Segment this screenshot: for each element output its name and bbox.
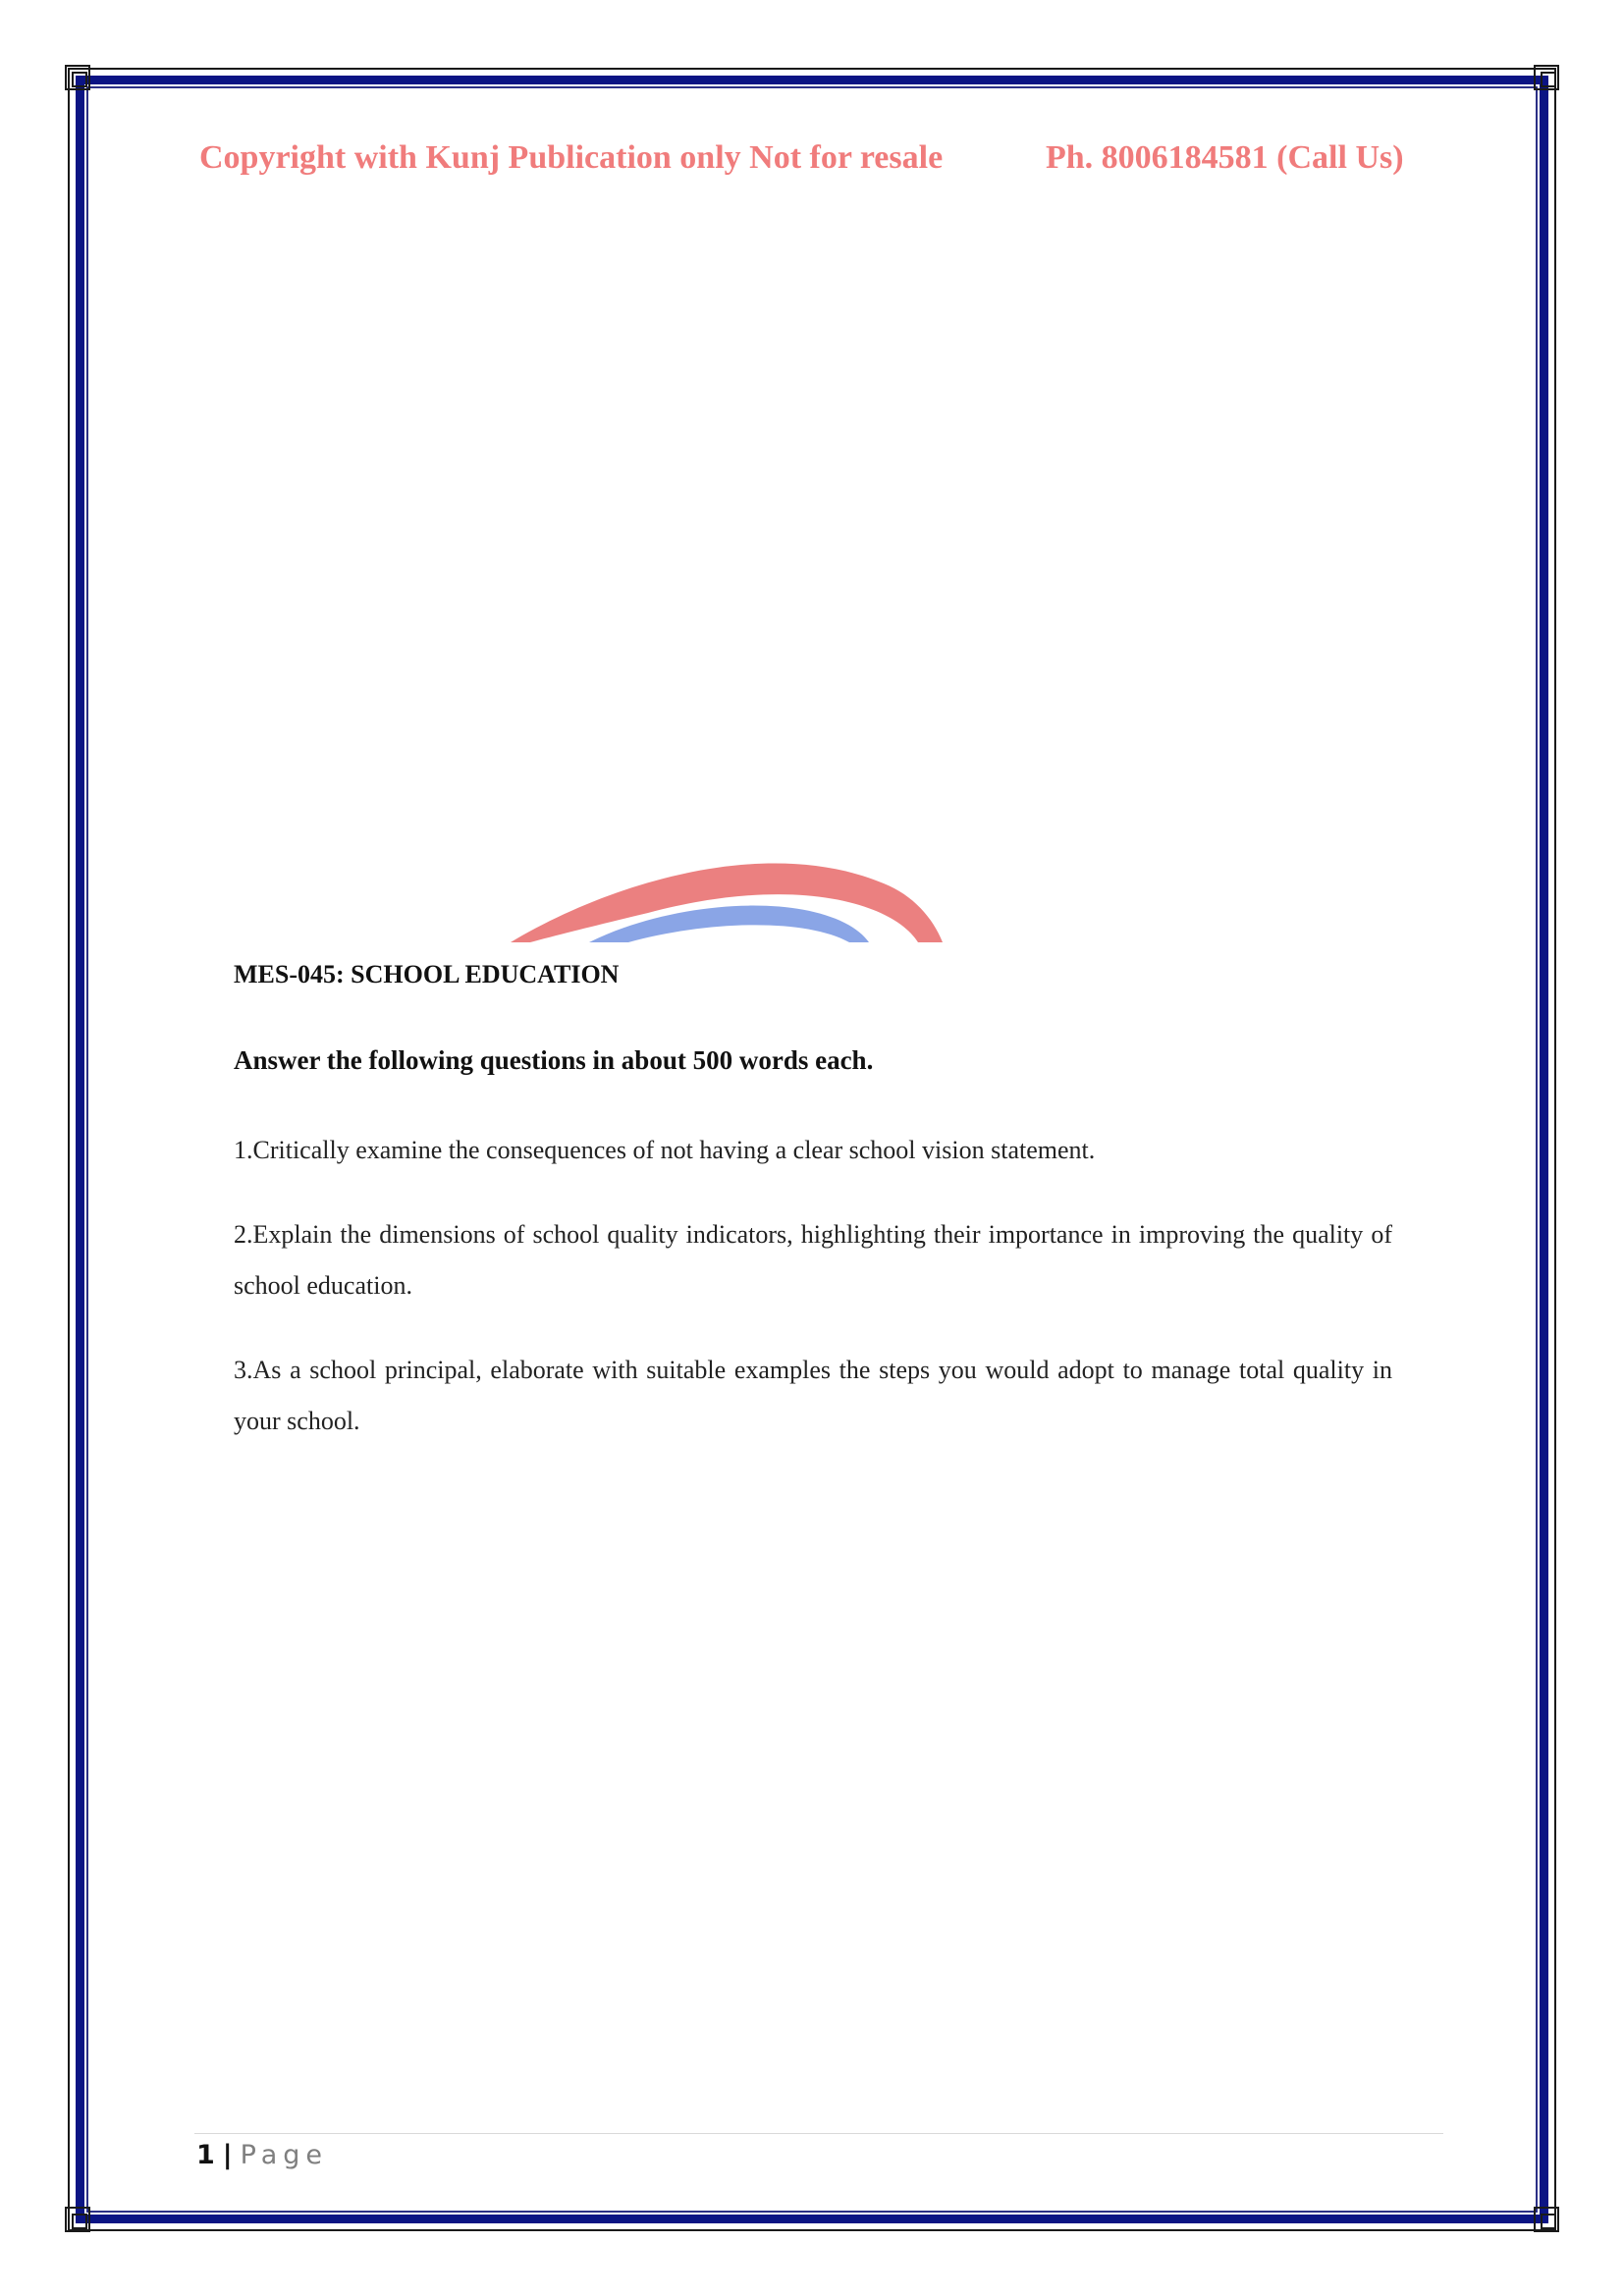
course-title: MES-045: SCHOOL EDUCATION bbox=[234, 960, 620, 988]
corner-ornament-top-right bbox=[1534, 65, 1559, 90]
publisher-logo-fragment bbox=[471, 844, 982, 942]
logo-red-swoosh bbox=[511, 864, 943, 942]
corner-ornament-bottom-left bbox=[65, 2207, 90, 2232]
question-2: 2.Explain the dimensions of school quality indicators, highlighting their importance in improving the quality of school education. bbox=[234, 1220, 1392, 1300]
question-3: 3.As a school principal, elaborate with suitable examples the steps you would adopt to manage total quality in your school. bbox=[234, 1356, 1392, 1435]
page-label: Page bbox=[240, 2140, 329, 2170]
copyright-notice: Copyright with Kunj Publication only Not for resale bbox=[199, 139, 944, 176]
corner-ornament-bottom-right bbox=[1534, 2207, 1559, 2232]
contact-phone: Ph. 8006184581 (Call Us) bbox=[1046, 139, 1404, 176]
footer-divider bbox=[194, 2133, 1443, 2134]
page-footer bbox=[196, 2140, 328, 2170]
instruction-text: Answer the following questions in about 500 words each. bbox=[234, 1045, 874, 1075]
page-separator: | bbox=[222, 2140, 233, 2170]
corner-ornament-top-left bbox=[65, 65, 90, 90]
question-1: 1.Critically examine the consequences of not having a clear school vision statement. bbox=[234, 1136, 1096, 1164]
page-number: 1 bbox=[196, 2140, 215, 2170]
